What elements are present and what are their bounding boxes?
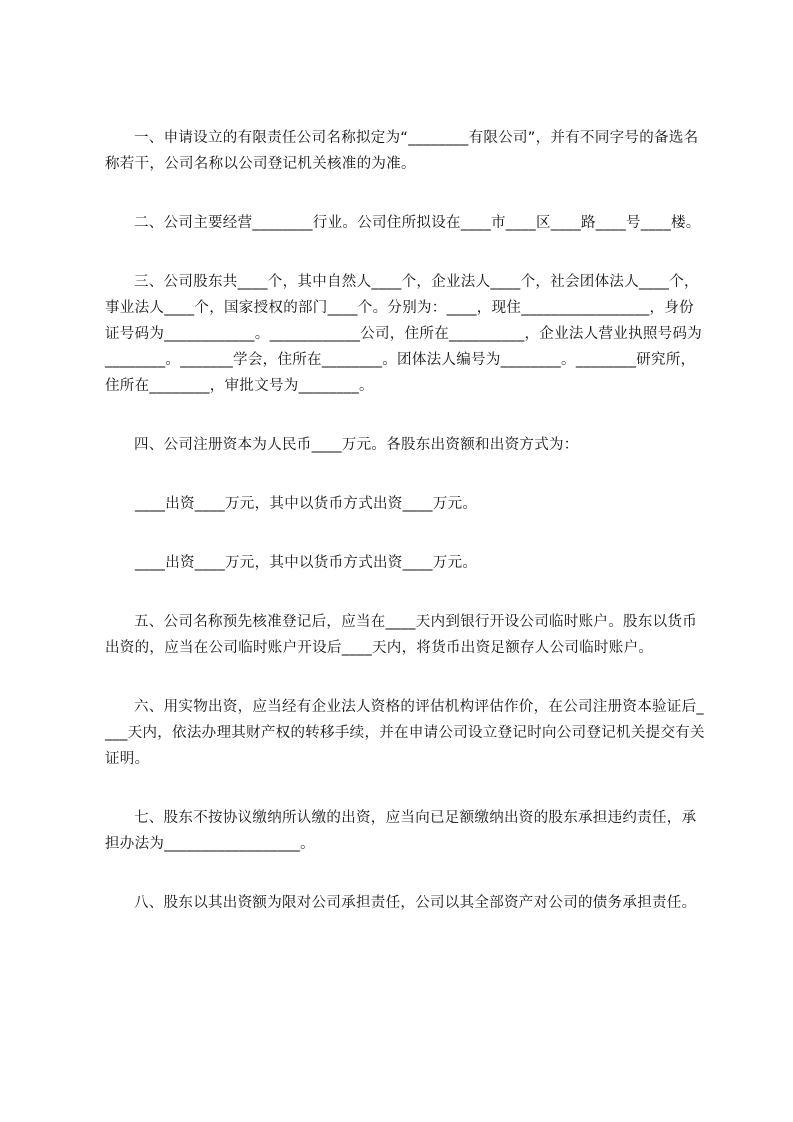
clause-7-breach-liability: 七、股东不按协议缴纳所认缴的出资，应当向已足额缴纳出资的股东承担违约责任，承担办法为__________________。 xyxy=(105,810,697,852)
clause-2-business-address: 二、公司主要经营________行业。公司住所拟设在____市____区____路____号____楼。 xyxy=(134,215,701,231)
clause-8-limited-liability: 八、股东以其出资额为限对公司承担责任，公司以其全部资产对公司的债务承担责任。 xyxy=(134,895,697,911)
capital-contribution-line-1: ____出资____万元，其中以货币方式出资____万元。 xyxy=(135,496,478,512)
clause-3-shareholders: 三、公司股东共____个，其中自然人____个，企业法人____个，社会团体法人____个，事业法人____个，国家授权的部门____个。分别为：____，现住_________________，身份证号码为____________。____________公司，住所在__________，企业法人营业执照号码为________。_______学会，住所在________。团体法人编号为________。________研究所，住所在________，审批文号为________。 xyxy=(105,274,703,394)
clause-1-company-name: 一、申请设立的有限责任公司名称拟定为“________有限公司”，并有不同字号的备选名称若干，公司名称以公司登记机关核准的为准。 xyxy=(105,130,699,172)
clause-6-in-kind-contribution: 六、用实物出资，应当经有企业法人资格的评估机构评估作价，在公司注册资本验证后____天内，依法办理其财产权的转移手续，并在申请公司设立登记时向公司登记机关提交有关证明。 xyxy=(105,699,705,767)
document-page xyxy=(105,125,705,916)
clause-5-temporary-account: 五、公司名称预先核准登记后，应当在____天内到银行开设公司临时账户。股东以货币出资的，应当在公司临时账户开设后____天内，将货币出资足额存人公司临时账户。 xyxy=(105,614,697,656)
capital-contribution-line-2: ____出资____万元，其中以货币方式出资____万元。 xyxy=(135,555,478,571)
clause-4-registered-capital: 四、公司注册资本为人民币____万元。各股东出资额和出资方式为： xyxy=(134,437,579,453)
